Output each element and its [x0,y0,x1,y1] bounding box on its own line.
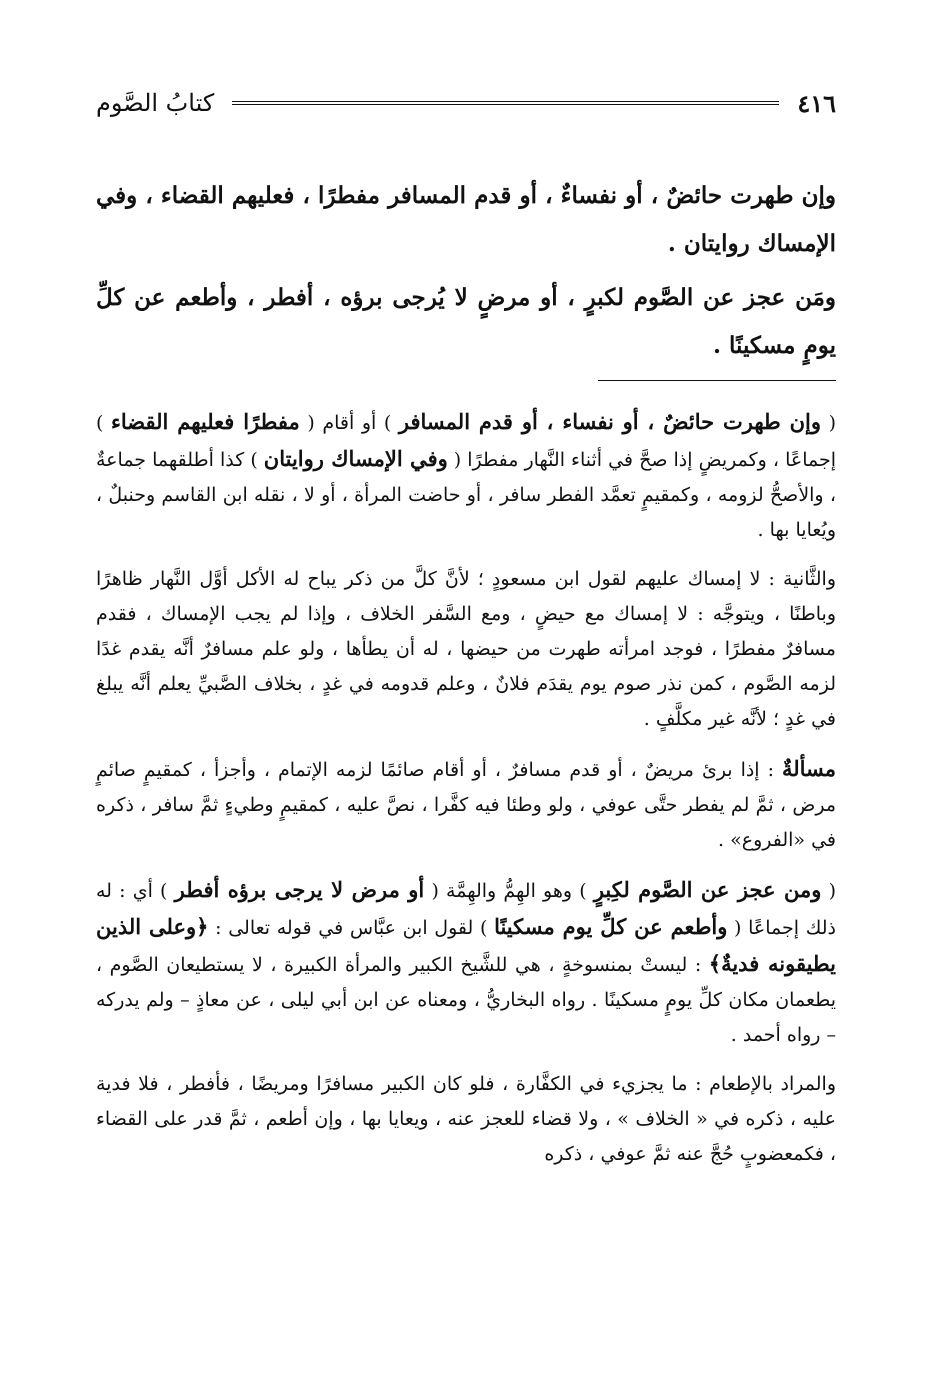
quoted-matn: وأطعم عن كلِّ يوم مسكينًا [494,914,728,939]
matn-sharh-separator [598,380,836,381]
sharh-paragraph-3 [96,751,836,858]
sharh-text: : إذا برئ مريضٌ ، أو قدم مسافرٌ ، أو أقام صائمًا لزمه الإتمام ، وأجزأ ، كمقيمٍ صائمٍ مرض ، ثمَّ لم يفطر حتَّى عوفي ، ولو وطئا فيه كفَّرا ، نصَّ عليه ، كمقيمٍ وطيءٍ ثمَّ سافر ، ذكره في «الفروع» . [96,759,836,851]
sharh-paragraph-4 [96,872,836,1053]
quoted-matn: مفطرًا فعليهم القضاء [111,409,300,434]
quran-verse: ﴿وعلى الذين يطيقونه فديةٌ﴾ [96,914,837,976]
sharh-text: ( [821,880,836,902]
sharh-text: ) وهو الهِمُّ والهِمَّة ( [424,880,594,902]
sharh-paragraph-5: والمراد بالإطعام : ما يجزيء في الكفَّارة ، فلو كان الكبير مسافرًا ومريضًا ، فأفطر ، فلا فدية عليه ، ذكره في « الخلاف » ، ولا قضاء للعجز عنه ، ويعايا بها ، وإن أطعم ، ثمَّ قدر على القضاء ، فكمعضوبٍ حُجَّ عنه ثمَّ عوفي ، ذكره [96,1073,836,1165]
quoted-matn: وفي الإمساك روايتان [263,446,448,471]
matn-paragraph-1: وإن طهرت حائضٌ ، أو نفساءٌ ، أو قدم المسافر مفطرًا ، فعليهم القضاء ، وفي الإمساك روايتان . [96,182,836,257]
page-header [96,86,836,120]
sharh-text: ) إجماعًا ، وكمريضٍ إذا صحَّ في أثناء النَّهار مفطرًا ( [96,412,836,471]
header-rule [232,101,779,105]
page-number: ٤١٦ [797,88,836,118]
sharh-text: ) أو أقام ( [299,412,399,434]
commentary [96,404,836,1186]
sharh-text: ) كذا أطلقهما جماعةٌ ، والأصحُّ لزومه ، وكمقيمٍ تعمَّد الفطر سافر ، أو حاضت المرأة ، أو لا ، نقله ابن القاسم وحنبلٌ ، ويُعايا بها . [96,449,836,541]
matn-paragraph-2: ومَن عجز عن الصَّوم لكبرٍ ، أو مرضٍ لا يُرجى برؤه ، أفطر ، وأطعم عن كلِّ يومٍ مسكينًا . [96,284,836,359]
quoted-matn: أو مرض لا يرجى برؤه أفطر [174,877,425,902]
sharh-paragraph-2: والثَّانية : لا إمساك عليهم لقول ابن مسعودٍ ؛ لأنَّ كلَّ من ذكر يباح له الأكل أوَّل النَّهار ظاهرًا وباطنًا ، ويتوجَّه : لا إمساك مع حيضٍ ، ومع السَّفر الخلاف ، وإذا لم يجب الإمساك ، فقدم مسافرٌ مفطرًا ، فوجد امرأته طهرت من حيضها ، له أن يطأها ، ولو علم مسافرٌ أنَّه يقدم غدًا لزمه الصَّوم ، كمن نذر صوم يوم يقدَم فلانٌ ، وعلم قدومه في غدٍ ، بخلاف الصَّبيِّ يعلم أنَّه يبلغ في غدٍ ؛ لأنَّه غير مكلَّفٍ . [96,568,837,730]
sharh-text: ) أي : له ذلك إجماعًا ( [96,880,836,939]
sharh-text: ) لقول ابن عبَّاس في قوله تعالى : [208,917,495,939]
running-title: كتابُ الصَّوم [96,89,215,117]
quoted-matn: وإن طهرت حائضٌ ، أو نفساء ، أو قدم المسافر [398,409,821,434]
sharh-text: ( [820,412,836,434]
masala-label: مسألةٌ [781,756,836,781]
sharh-paragraph-1 [96,404,836,548]
quoted-matn: ومن عجز عن الصَّوم لكِبرٍ [593,877,822,902]
sharh-text: : ليستْ بمنسوخةٍ ، هي للشَّيخ الكبير والمرأة الكبيرة ، لا يستطيعان الصَّوم ، يطعمان مكان كلِّ يومٍ مسكينًا . رواه البخاريُّ ، ومعناه عن ابن أبي ليلى ، عن معاذٍ – ولم يدركه – رواه أحمد . [96,954,836,1046]
